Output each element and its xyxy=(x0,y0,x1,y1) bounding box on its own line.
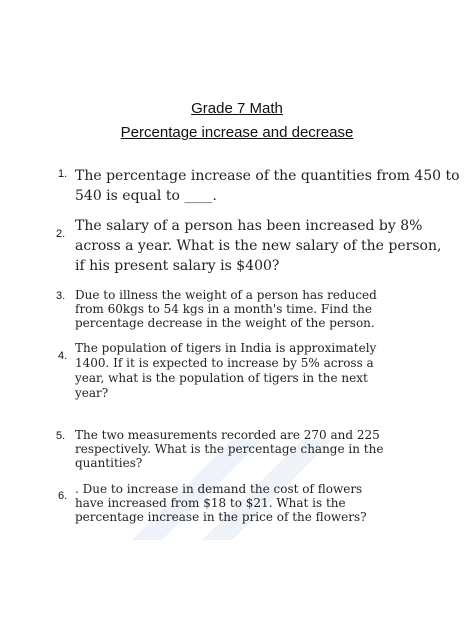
question-4 xyxy=(75,341,376,401)
question-line: 540 is equal to ____. xyxy=(75,188,217,204)
question-3 xyxy=(75,288,377,330)
page-subtitle: Percentage increase and decrease xyxy=(120,124,354,141)
question-line: The percentage increase of the quantities from 450 to xyxy=(75,168,460,184)
question-line: . Due to increase in demand the cost of flowers xyxy=(75,482,363,496)
question-line: from 60kgs to 54 kgs in a month's time. Find the xyxy=(75,302,372,316)
question-1 xyxy=(75,166,460,206)
question-line: quantities? xyxy=(75,456,143,470)
question-line: The population of tigers in India is approximately xyxy=(75,341,377,355)
question-number: 3. xyxy=(56,290,66,302)
question-number: 4. xyxy=(58,350,68,362)
question-number: 5. xyxy=(56,430,66,442)
question-line: 1400. If it is expected to increase by 5% across a xyxy=(75,356,374,370)
question-6 xyxy=(75,482,367,524)
question-number: 1. xyxy=(58,168,68,180)
question-line: The salary of a person has been increased by 8% xyxy=(75,218,423,234)
question-5 xyxy=(75,428,383,470)
question-line: year, what is the population of tigers in the next xyxy=(75,371,368,385)
question-2 xyxy=(75,216,441,276)
page-title: Grade 7 Math xyxy=(191,100,283,117)
question-number: 6. xyxy=(58,490,68,502)
question-line: have increased from $18 to $21. What is the xyxy=(75,496,346,510)
question-number: 2. xyxy=(56,228,66,240)
question-line: if his present salary is $400? xyxy=(75,258,280,274)
question-line: percentage increase in the price of the flowers? xyxy=(75,510,367,524)
question-line: The two measurements recorded are 270 and 225 xyxy=(75,428,380,442)
question-line: year? xyxy=(75,386,109,400)
question-line: Due to illness the weight of a person has reduced xyxy=(75,288,377,302)
question-line: respectively. What is the percentage change in the xyxy=(75,442,384,456)
question-line: across a year. What is the new salary of the person, xyxy=(75,238,442,254)
question-line: percentage decrease in the weight of the person. xyxy=(75,316,375,330)
